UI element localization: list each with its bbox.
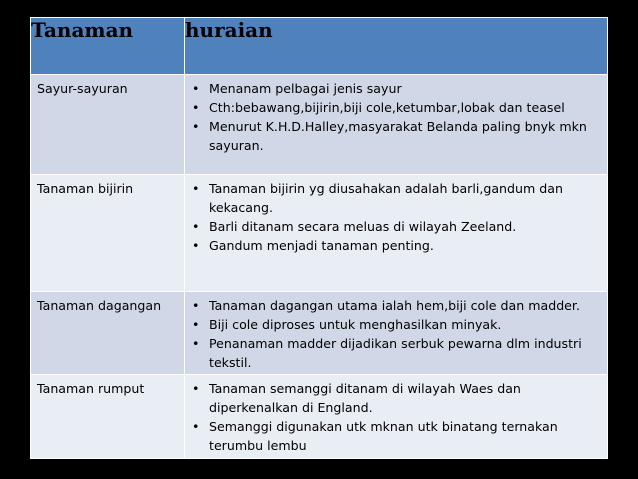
bullet-text: Gandum menjadi tanaman penting. (209, 238, 434, 253)
bullet-icon: • (192, 81, 200, 96)
bullet-icon: • (192, 238, 200, 253)
row-description (185, 75, 608, 175)
bullet-list (192, 79, 601, 155)
bullet-text: Tanaman semanggi ditanam di wilayah Waes dan diperkenalkan di England. (209, 381, 521, 415)
row-description (185, 292, 608, 375)
bullet-text: Barli ditanam secara meluas di wilayah Zeeland. (209, 219, 517, 234)
bullet-item (192, 98, 601, 117)
bullet-list (192, 296, 601, 372)
bullet-item (192, 117, 601, 155)
table-row (31, 75, 608, 175)
bullet-text: Cth:bebawang,bijirin,biji cole,ketumbar,lobak dan teasel (209, 100, 565, 115)
bullet-text: Penanaman madder dijadikan serbuk pewarna dlm industri tekstil. (209, 336, 582, 370)
bullet-icon: • (192, 336, 200, 351)
bullet-text: Menurut K.H.D.Halley,masyarakat Belanda paling bnyk mkn sayuran. (209, 119, 587, 153)
bullet-icon: • (192, 317, 200, 332)
bullet-item (192, 379, 601, 417)
bullet-text: Tanaman bijirin yg diusahakan adalah barli,gandum dan kekacang. (209, 181, 563, 215)
row-description (185, 175, 608, 292)
bullet-item (192, 296, 601, 315)
table-row (31, 375, 608, 459)
bullet-icon: • (192, 119, 200, 134)
row-label: Tanaman dagangan (31, 292, 185, 375)
bullet-list (192, 379, 601, 455)
row-description (185, 375, 608, 459)
row-label: Sayur-sayuran (31, 75, 185, 175)
bullet-item (192, 417, 601, 455)
bullet-icon: • (192, 419, 200, 434)
table-header-row (31, 18, 608, 75)
table-row (31, 292, 608, 375)
bullet-item (192, 79, 601, 98)
bullet-item (192, 179, 601, 217)
bullet-item (192, 334, 601, 372)
bullet-text: Menanam pelbagai jenis sayur (209, 81, 402, 96)
row-label: Tanaman bijirin (31, 175, 185, 292)
bullet-text: Tanaman dagangan utama ialah hem,biji cole dan madder. (209, 298, 580, 313)
bullet-icon: • (192, 181, 200, 196)
bullet-icon: • (192, 381, 200, 396)
bullet-icon: • (192, 219, 200, 234)
bullet-item (192, 236, 601, 255)
row-label: Tanaman rumput (31, 375, 185, 459)
crops-table (30, 17, 608, 459)
bullet-list (192, 179, 601, 255)
header-tanaman: Tanaman (31, 18, 185, 75)
bullet-item (192, 217, 601, 236)
table-row (31, 175, 608, 292)
bullet-text: Semanggi digunakan utk mknan utk binatang ternakan terumbu lembu (209, 419, 558, 453)
bullet-icon: • (192, 298, 200, 313)
bullet-text: Biji cole diproses untuk menghasilkan minyak. (209, 317, 502, 332)
bullet-item (192, 315, 601, 334)
header-huraian: huraian (185, 18, 608, 75)
bullet-icon: • (192, 100, 200, 115)
